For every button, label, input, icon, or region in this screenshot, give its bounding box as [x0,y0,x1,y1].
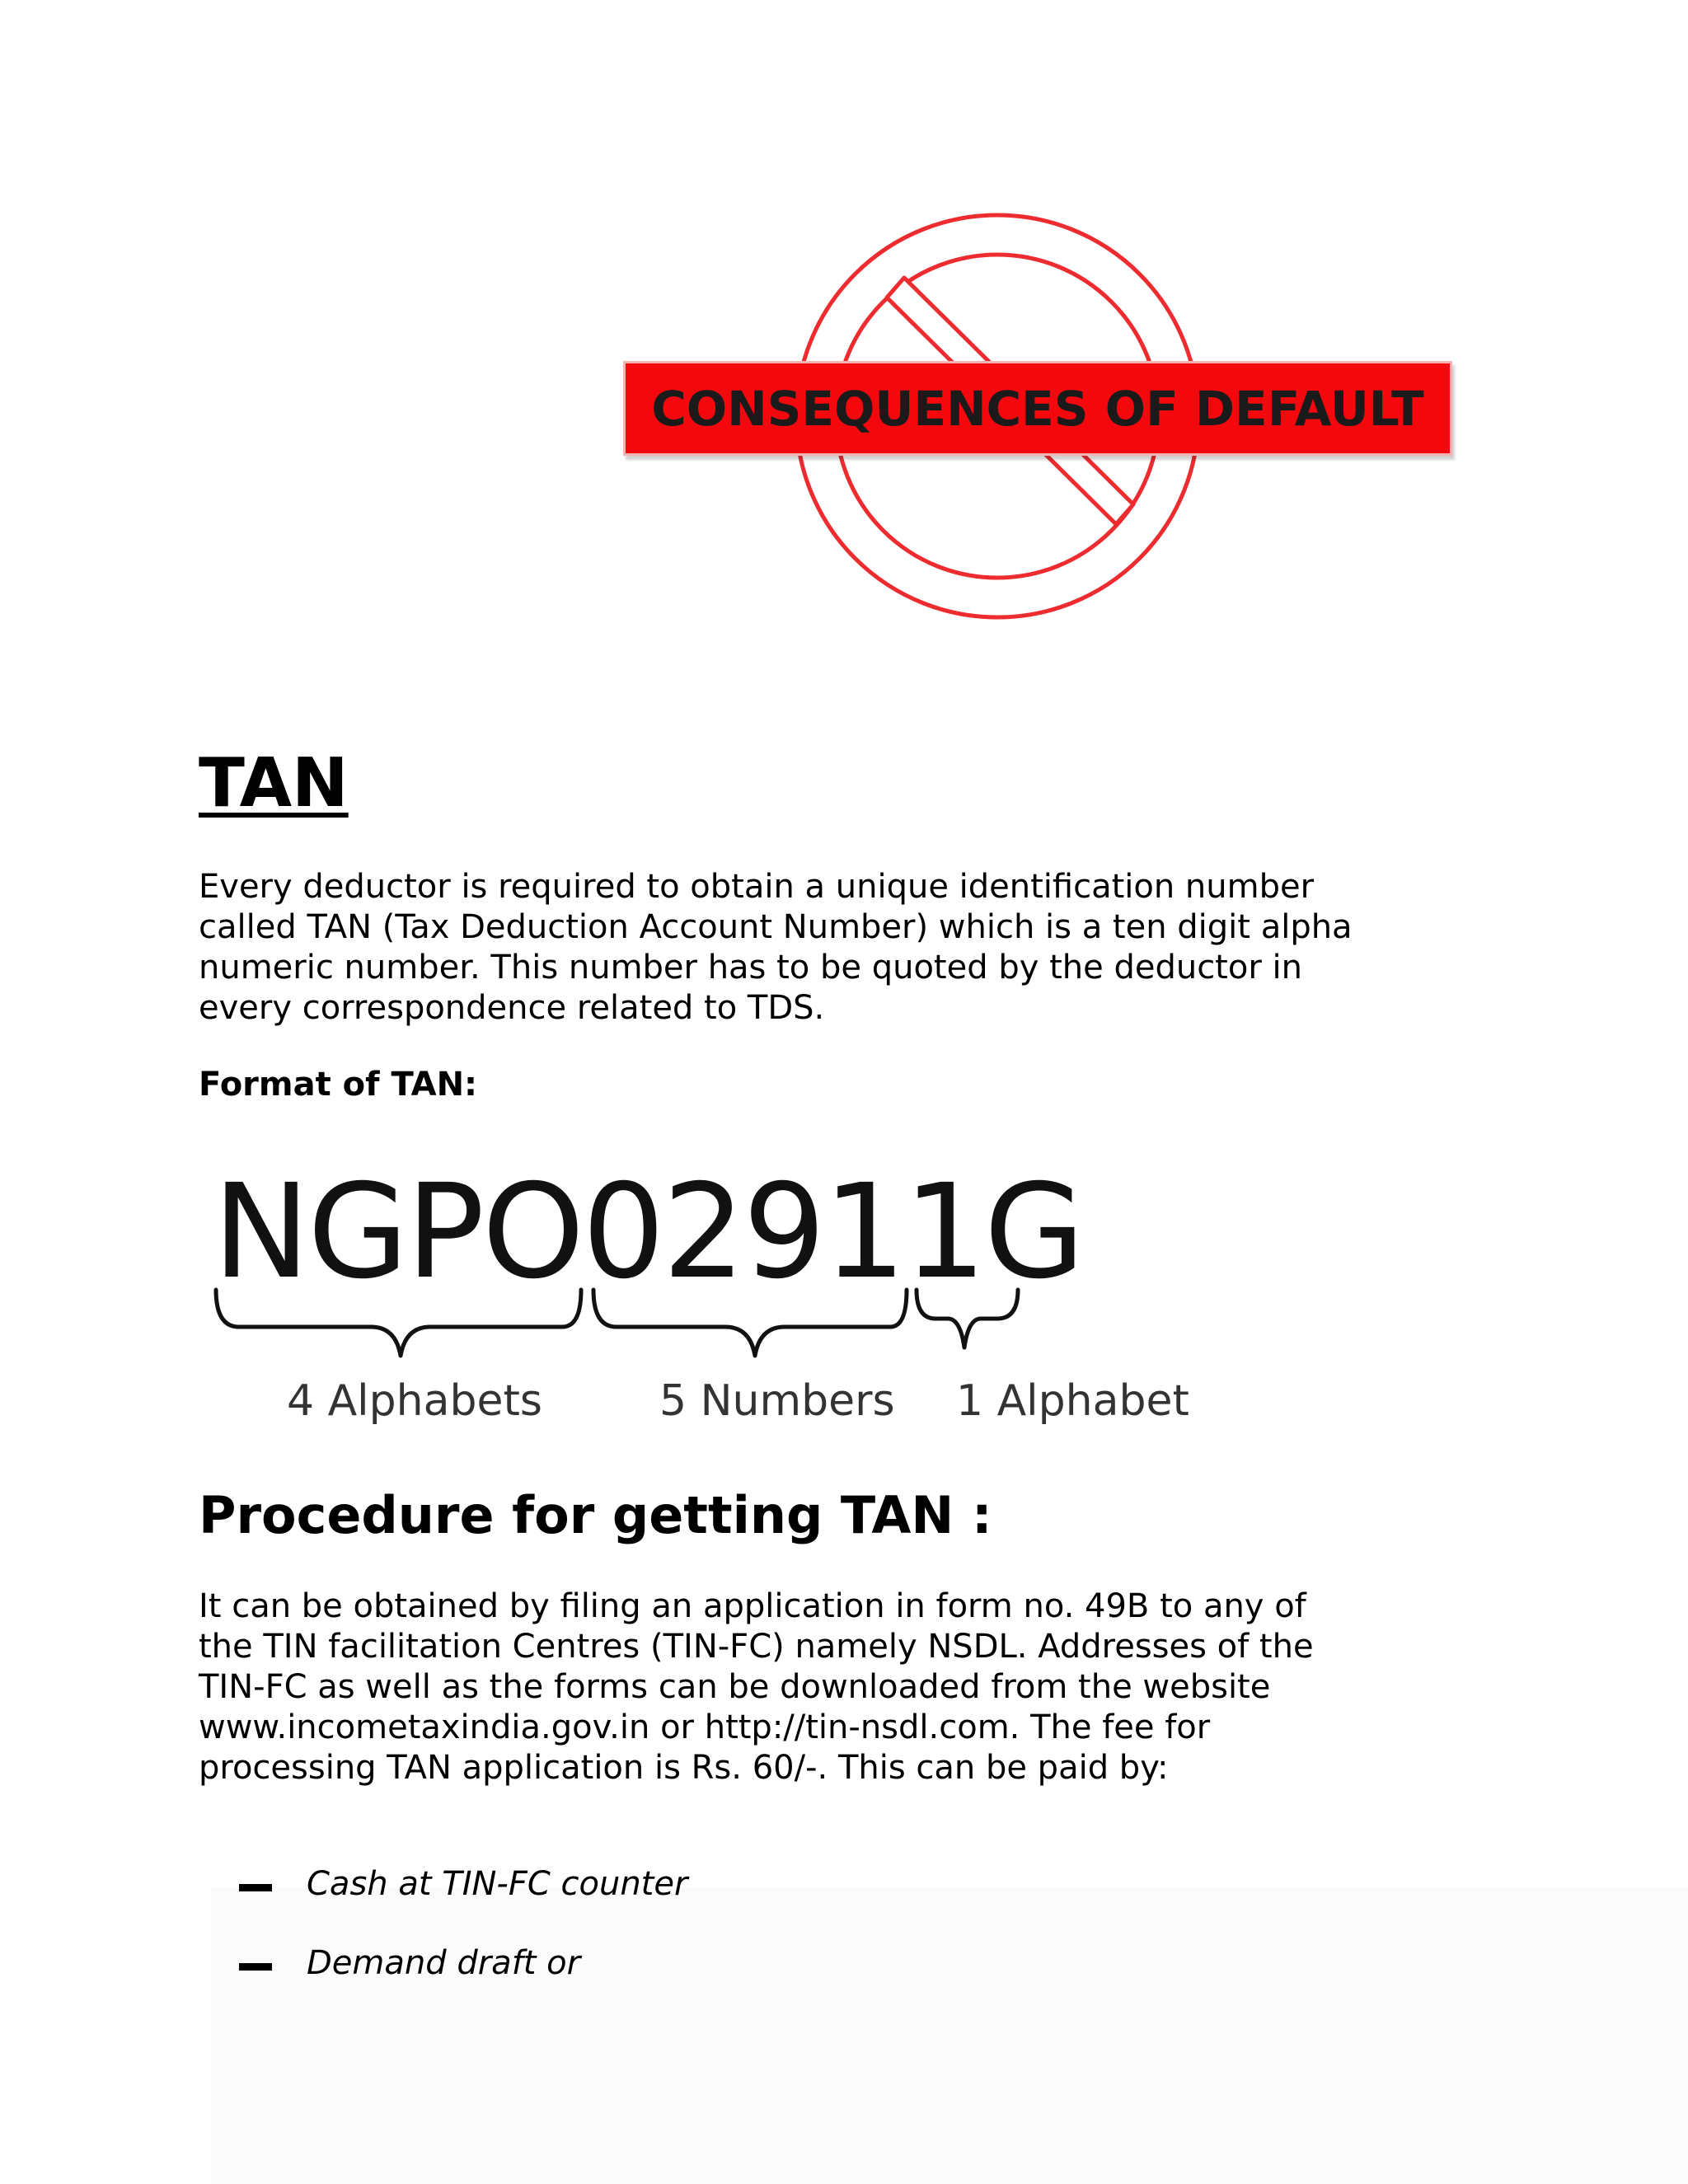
procedure-heading: Procedure for getting TAN : [199,1485,992,1545]
tan-heading: TAN [199,744,349,823]
payment-methods-list [239,1864,687,2022]
list-item [239,1943,687,2022]
list-item [239,1864,687,1943]
dash-bullet-icon [239,1963,272,1971]
banner-label-box [623,361,1452,456]
tan-example-code: NGPO02911G [213,1156,1083,1308]
procedure-description: It can be obtained by filing an application in form no. 49B to any of the TIN facilitation Centres (TIN-FC) namely NSDL. Addresses of the TIN-FC as well as the forms can be downloaded from the website www.incometaxindia.gov.in or http://tin-nsdl.com. The fee for processing TAN application is Rs. 60/-. This can be paid by: [199,1587,1314,1787]
list-item-text: Demand draft or [307,1944,581,1982]
part-label-alphabet: 1 Alphabet [956,1376,1189,1426]
tan-description: Every deductor is required to obtain a unique identification number called TAN (Tax Deduction Account Number) which is a ten digit alpha numeric number. This number has to be quoted by the deductor in every correspondence related to TDS. [199,868,1353,1027]
part-label-alphabets: 4 Alphabets [287,1376,542,1426]
brace-alphabets [216,1290,581,1356]
consequences-banner [618,210,1459,630]
part-label-numbers: 5 Numbers [659,1376,895,1426]
tan-format-figure [206,1156,1195,1442]
brace-numbers [593,1290,907,1356]
list-item-text: Cash at TIN-FC counter [307,1865,688,1903]
format-label: Format of TAN: [199,1066,478,1104]
dash-bullet-icon [239,1884,272,1891]
brace-alphabet [917,1290,1018,1347]
banner-title: CONSEQUENCES OF DEFAULT [651,380,1424,437]
